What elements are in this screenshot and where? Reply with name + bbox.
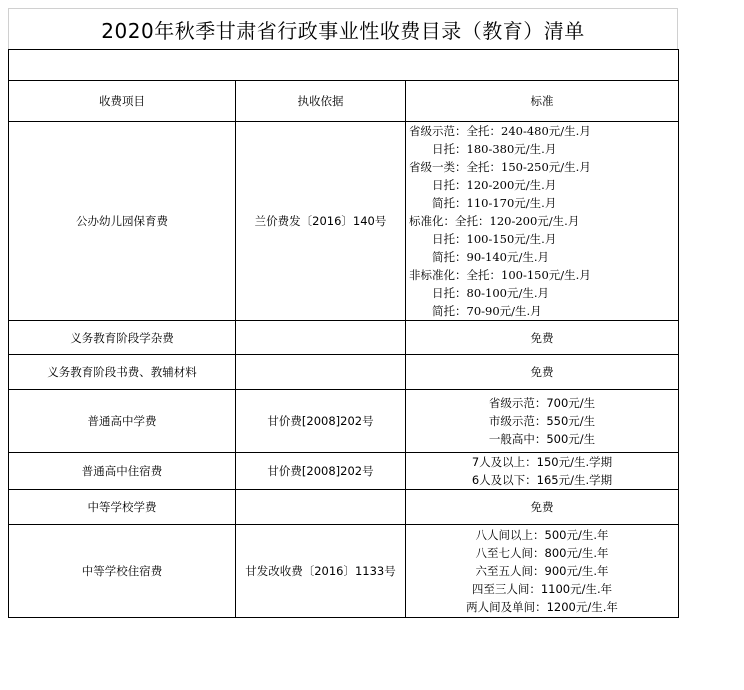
table-row: [9, 122, 679, 321]
row-item: 义务教育阶段学杂费: [9, 321, 236, 355]
fee-sheet: [8, 8, 678, 618]
table-row: [9, 525, 679, 618]
row-basis: [236, 355, 406, 390]
standard-line: 一般高中：500元/生: [488, 432, 596, 446]
standard-line: 简托：70-90元/生.月: [409, 304, 542, 318]
header-row: [9, 81, 679, 122]
standard-line: 简托：90-140元/生.月: [409, 250, 549, 264]
standard-line: 简托：110-170元/生.月: [409, 196, 557, 210]
standard-line: 八人间以上：500元/生.年: [475, 528, 609, 542]
standard-line: 日托：120-200元/生.月: [409, 178, 557, 192]
standard-line: 六至五人间：900元/生.年: [475, 564, 609, 578]
row-basis: [236, 321, 406, 355]
row-item: 普通高中学费: [9, 390, 236, 453]
standard-line: 日托：80-100元/生.月: [409, 286, 549, 300]
header-item: 收费项目: [9, 81, 236, 122]
table-row: [9, 453, 679, 490]
table-row: [9, 321, 679, 355]
row-standard: [406, 122, 679, 321]
blank-cell: [9, 50, 679, 81]
standard-line: 市级示范：550元/生: [488, 414, 596, 428]
row-basis: 甘价费[2008]202号: [236, 453, 406, 490]
standard-line: 日托：100-150元/生.月: [409, 232, 557, 246]
standard-line: 省级一类：全托：150-250元/生.月: [409, 160, 591, 174]
standard-line: 6人及以下：165元/生.学期: [471, 473, 613, 487]
row-standard: 免费: [406, 355, 679, 390]
row-item: 公办幼儿园保育费: [9, 122, 236, 321]
row-standard: [406, 525, 679, 618]
standard-line: 两人间及单间：1200元/生.年: [466, 600, 618, 614]
table-row: [9, 490, 679, 525]
standard-line: 省级示范：700元/生: [488, 396, 596, 410]
row-standard: [406, 390, 679, 453]
standard-line: 7人及以上：150元/生.学期: [471, 455, 613, 469]
row-item: 普通高中住宿费: [9, 453, 236, 490]
table-row: [9, 390, 679, 453]
header-standard: 标准: [406, 81, 679, 122]
standard-line: 标准化：全托：120-200元/生.月: [409, 214, 580, 228]
row-basis: [236, 490, 406, 525]
row-basis: 甘发改收费〔2016〕1133号: [236, 525, 406, 618]
standard-line: 日托：180-380元/生.月: [409, 142, 557, 156]
table-row: [9, 355, 679, 390]
row-item: 中等学校住宿费: [9, 525, 236, 618]
row-basis: 兰价费发〔2016〕140号: [236, 122, 406, 321]
row-standard: 免费: [406, 490, 679, 525]
standard-line: 八至七人间：800元/生.年: [475, 546, 609, 560]
standard-line: 非标准化：全托：100-150元/生.月: [409, 268, 591, 282]
row-item: 中等学校学费: [9, 490, 236, 525]
blank-row: [9, 50, 679, 81]
row-standard: 免费: [406, 321, 679, 355]
fee-table: [8, 49, 679, 618]
row-basis: 甘价费[2008]202号: [236, 390, 406, 453]
standard-line: 四至三人间：1100元/生.年: [471, 582, 613, 596]
header-basis: 执收依据: [236, 81, 406, 122]
row-item: 义务教育阶段书费、教辅材料: [9, 355, 236, 390]
row-standard: [406, 453, 679, 490]
sheet-title: 2020年秋季甘肃省行政事业性收费目录（教育）清单: [8, 8, 678, 49]
standard-line: 省级示范：全托：240-480元/生.月: [409, 124, 591, 138]
